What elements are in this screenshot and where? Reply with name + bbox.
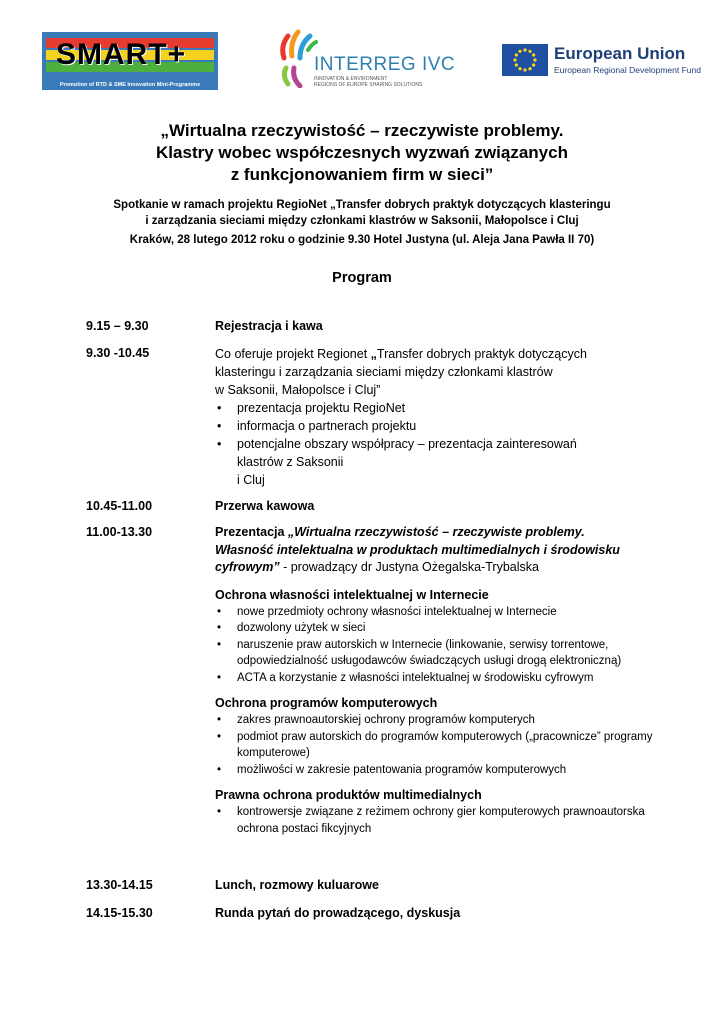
agenda-bullets <box>215 399 655 489</box>
list-item: • nowe przedmioty ochrony własności intelektualnej w Internecie <box>215 604 655 621</box>
agenda-description: Runda pytań do prowadzącego, dyskusja <box>215 906 461 920</box>
eu-flag-icon <box>502 44 548 76</box>
presenter: - prowadzący dr Justyna Ożegalska-Trybalska <box>279 560 539 574</box>
interreg-subtitle <box>314 76 422 88</box>
program-heading: Program <box>332 270 392 286</box>
agenda-description <box>215 524 655 837</box>
agenda-description: Przerwa kawowa <box>215 499 315 513</box>
title-line: z funkcjonowaniem firm w sieci” <box>230 165 494 184</box>
event-date-location: Kraków, 28 lutego 2012 roku o godzinie 9.30 Hotel Justyna (ul. Aleja Jana Pawła II 70) <box>129 234 595 246</box>
list-item: • zakres prawnoautorskiej ochrony programów komputerych <box>215 712 655 729</box>
eu-logo <box>502 44 702 78</box>
interreg-subtitle-line: INNOVATION & ENVIRONMENT <box>314 76 388 82</box>
eu-subtitle: European Regional Development Fund <box>554 65 701 75</box>
list-item: • kontrowersje związane z reżimem ochrony gier komputerowych prawnoautorska ochrona postaci fikcyjnych <box>215 804 655 837</box>
interreg-logo <box>278 28 468 90</box>
list-item: • dozwolony użytek w sieci <box>215 620 655 637</box>
section-bullets <box>215 712 655 778</box>
list-item: • podmiot praw autorskich do programów komputerowych („pracownicze” programy komputerowe) <box>215 729 655 762</box>
smart-logo-subtitle: Promotion of RTD & SME Innovation Mini-Programme <box>59 82 201 88</box>
subtitle-line: Spotkanie w ramach projektu RegioNet „Transfer dobrych praktyk dotyczących klasteringu <box>113 199 611 211</box>
section-heading: Ochrona własności intelektualnej w Internecie <box>215 587 489 602</box>
interreg-title: INTERREG IVC <box>314 54 456 75</box>
presentation-title: cyfrowym” <box>215 560 280 574</box>
agenda-text: Prezentacja <box>215 525 288 539</box>
title-line: „Wirtualna rzeczywistość – rzeczywiste problemy. <box>160 121 564 140</box>
agenda-description: Rejestracja i kawa <box>215 319 323 333</box>
agenda-text: Co oferuje projekt Regionet <box>215 347 371 361</box>
section-bullets <box>215 604 655 687</box>
agenda-description: Lunch, rozmowy kuluarowe <box>215 878 379 892</box>
agenda-time: 10.45-11.00 <box>86 499 153 513</box>
list-item <box>215 435 655 489</box>
document-subtitle <box>0 197 724 229</box>
section-bullets <box>215 804 655 837</box>
list-item: • naruszenie praw autorskich w Internecie (linkowanie, serwisy torrentowe, odpowiedzialność usługodawców świadczących usługi drogą elektroniczną) <box>215 637 655 670</box>
list-item-line: • potencjalne obszary współpracy – prezentacja zainteresowań <box>237 437 577 451</box>
document-title <box>0 120 724 186</box>
presentation-title: Własność intelektualna w produktach multimedialnych i środowisku <box>215 542 620 557</box>
list-item-line: klastrów z Saksonii <box>237 455 344 469</box>
list-item: • prezentacja projektu RegioNet <box>215 399 655 417</box>
agenda-text: „ <box>370 347 377 361</box>
smart-logo <box>42 32 218 90</box>
list-item-line: i Cluj <box>237 473 265 487</box>
agenda-time: 9.15 – 9.30 <box>86 319 149 333</box>
agenda-description <box>215 345 655 489</box>
agenda-text: klasteringu i zarządzania sieciami między członkami klastrów <box>215 365 553 379</box>
title-line: Klastry wobec współczesnych wyzwań związanych <box>156 143 568 162</box>
agenda-text: w Saksonii, Małopolsce i Cluj” <box>215 383 381 397</box>
agenda-time: 14.15-15.30 <box>86 906 153 920</box>
interreg-subtitle-line: REGIONS OF EUROPE SHARING SOLUTIONS <box>314 82 423 88</box>
presentation-title: „Wirtualna rzeczywistość – rzeczywiste problemy. <box>287 525 585 539</box>
section-heading: Prawna ochrona produktów multimedialnych <box>215 788 482 802</box>
list-item: • informacja o partnerach projektu <box>215 417 655 435</box>
eu-title: European Union <box>554 44 686 63</box>
smart-logo-text: SMART+ <box>56 38 187 71</box>
list-item: • możliwości w zakresie patentowania programów komputerowych <box>215 762 655 779</box>
subtitle-line: i zarządzania sieciami między członkami klastrów w Saksonii, Małopolsce i Cluj <box>145 215 579 227</box>
agenda-time: 9.30 -10.45 <box>86 346 150 360</box>
agenda-time: 11.00-13.30 <box>86 525 153 539</box>
interreg-swoosh-icon <box>278 28 318 88</box>
list-item: • ACTA a korzystanie z własności intelektualnej w środowisku cyfrowym <box>215 670 655 687</box>
agenda-time: 13.30-14.15 <box>86 878 153 892</box>
section-heading: Ochrona programów komputerowych <box>215 696 438 710</box>
agenda-text: Transfer dobrych praktyk dotyczących <box>376 347 587 361</box>
